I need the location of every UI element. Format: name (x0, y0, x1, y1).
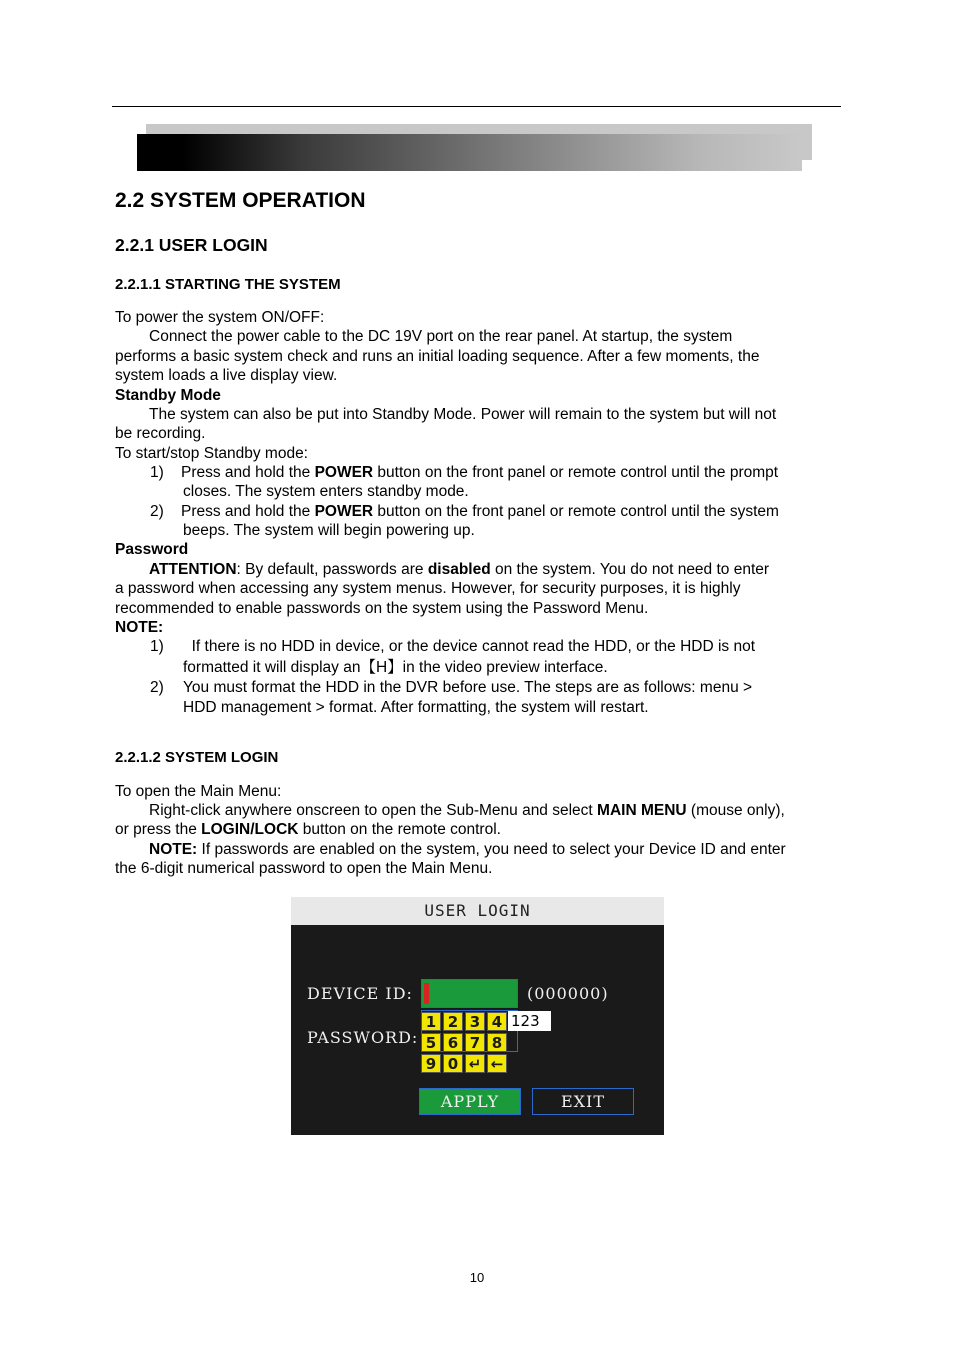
power-line-3: system loads a live display view. (115, 367, 338, 384)
subsection-heading: 2.2.1 USER LOGIN (115, 235, 268, 255)
enter-key-icon[interactable]: ↵ (465, 1054, 485, 1073)
key-2[interactable]: 2 (443, 1012, 463, 1031)
key-7[interactable]: 7 (465, 1033, 485, 1052)
note-1-text-cont: formatted it will display an【H】in the video preview interface. (183, 659, 608, 676)
note-2-number: 2) (150, 679, 164, 696)
step-1-text: Press and hold the POWER button on the front panel or remote control until the prompt (181, 464, 779, 481)
standby-intro: To start/stop Standby mode: (115, 445, 308, 462)
login-line-1: Right-click anywhere onscreen to open the Sub-Menu and select MAIN MENU (mouse only), (149, 802, 785, 819)
login-line-2: or press the LOGIN/LOCK button on the remote control. (115, 821, 501, 838)
device-id-hint: (000000) (527, 984, 609, 1003)
power-line-1: Connect the power cable to the DC 19V port on the rear panel. At startup, the system (149, 328, 733, 345)
power-intro: To power the system ON/OFF: (115, 309, 325, 326)
key-1[interactable]: 1 (421, 1012, 441, 1031)
device-id-field[interactable] (421, 979, 518, 1008)
header-rule (112, 106, 841, 107)
key-0[interactable]: 0 (443, 1054, 463, 1073)
key-6[interactable]: 6 (443, 1033, 463, 1052)
input-mode-indicator[interactable]: 123 (508, 1011, 551, 1031)
attention-line-3: recommended to enable passwords on the system using the Password Menu. (115, 600, 649, 617)
login-note-line-1: NOTE: If passwords are enabled on the system, you need to select your Device ID and enter (149, 841, 786, 858)
section-heading: 2.2 SYSTEM OPERATION (115, 189, 366, 212)
login-intro: To open the Main Menu: (115, 783, 282, 800)
key-9[interactable]: 9 (421, 1054, 441, 1073)
chapter-banner (137, 134, 802, 171)
key-3[interactable]: 3 (465, 1012, 485, 1031)
device-id-label: DEVICE ID: (307, 984, 413, 1003)
standby-line-2: be recording. (115, 425, 206, 442)
standby-line-1: The system can also be put into Standby Mode. Power will remain to the system but will not (149, 406, 777, 423)
key-8[interactable]: 8 (487, 1033, 507, 1052)
attention-line-2: a password when accessing any system menus. However, for security purposes, it is highly (115, 580, 741, 597)
power-line-2: performs a basic system check and runs an initial loading sequence. After a few moments, the (115, 348, 760, 365)
attention-line-1: ATTENTION: By default, passwords are disabled on the system. You do not need to enter (149, 561, 770, 578)
apply-button[interactable]: APPLY (419, 1088, 521, 1115)
key-4[interactable]: 4 (487, 1012, 507, 1031)
starting-system-heading: 2.2.1.1 STARTING THE SYSTEM (115, 276, 341, 293)
note-2-text-cont: HDD management > format. After formatting, the system will restart. (183, 699, 649, 716)
login-note-line-2: the 6-digit numerical password to open the Main Menu. (115, 860, 493, 877)
backspace-key-icon[interactable]: ← (487, 1054, 507, 1073)
note-1-text: If there is no HDD in device, or the device cannot read the HDD, or the HDD is not (183, 638, 756, 655)
password-title: Password (115, 541, 189, 558)
step-2-text: Press and hold the POWER button on the front panel or remote control until the system (181, 503, 779, 520)
page-number: 10 (469, 1270, 485, 1285)
step-1-text-cont: closes. The system enters standby mode. (183, 483, 469, 500)
note-2-text: You must format the HDD in the DVR before use. The steps are as follows: menu > (183, 679, 753, 696)
step-1-number: 1) (150, 464, 164, 481)
key-5[interactable]: 5 (421, 1033, 441, 1052)
note-1-number: 1) (150, 638, 164, 655)
login-title: USER LOGIN (291, 897, 664, 925)
exit-button[interactable]: EXIT (532, 1088, 634, 1115)
system-login-heading: 2.2.1.2 SYSTEM LOGIN (115, 749, 279, 766)
step-2-number: 2) (150, 503, 164, 520)
step-2-text-cont: beeps. The system will begin powering up. (183, 522, 475, 539)
note-title: NOTE: (115, 619, 164, 636)
password-label: PASSWORD: (307, 1028, 419, 1047)
user-login-screenshot (291, 897, 664, 1135)
text-cursor (424, 983, 429, 1004)
standby-title: Standby Mode (115, 387, 221, 404)
